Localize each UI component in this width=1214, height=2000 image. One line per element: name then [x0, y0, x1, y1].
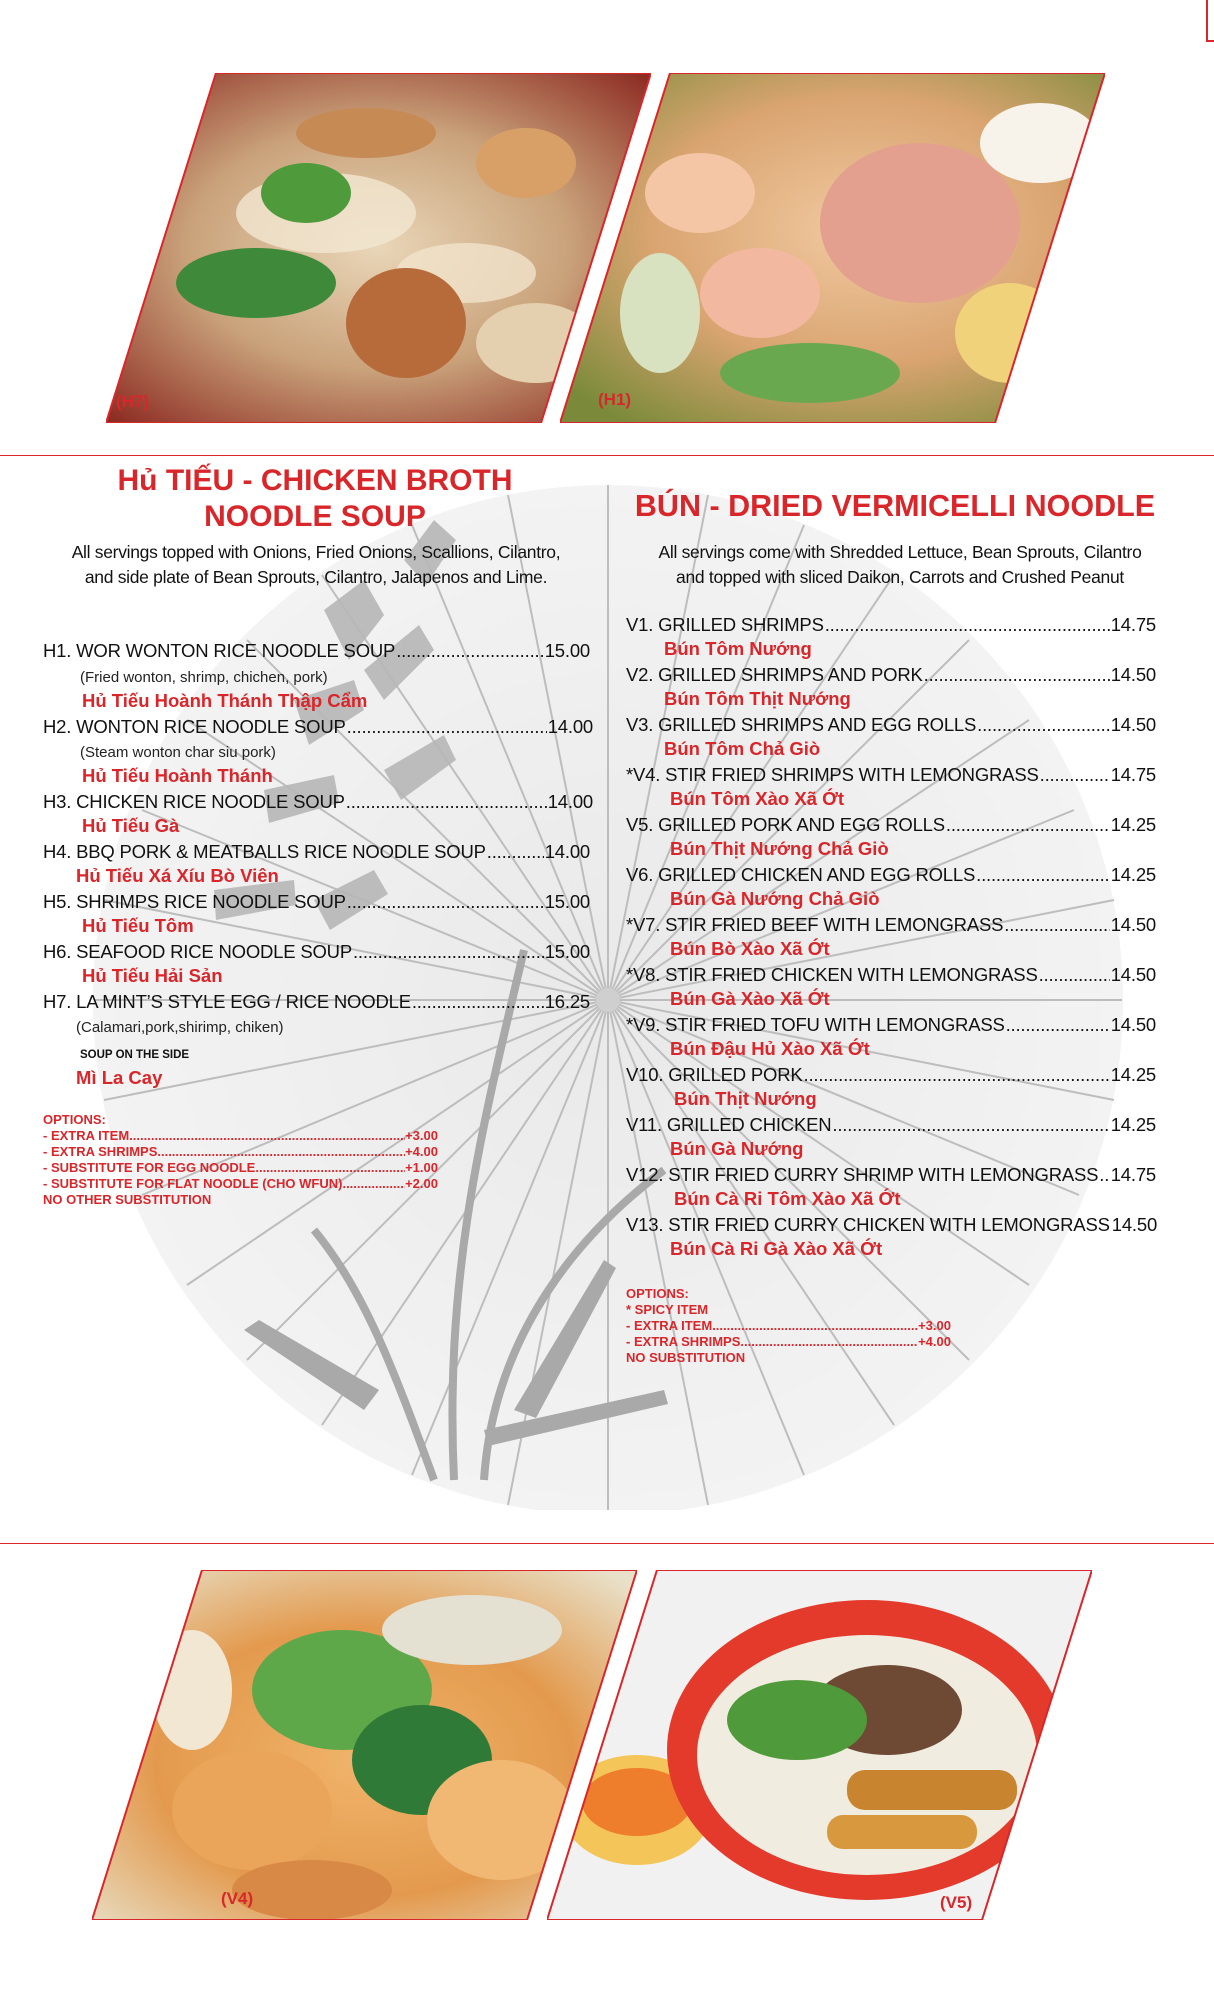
- option-price: +2.00: [405, 1176, 438, 1191]
- options-note: NO OTHER SUBSTITUTION: [43, 1192, 212, 1207]
- menu-item-v2: [626, 664, 1156, 686]
- item-price: 14.50: [1111, 1214, 1158, 1235]
- option-price: +3.00: [405, 1128, 438, 1143]
- photo-v5: [547, 1570, 1092, 1920]
- item-label: V13. STIR FRIED CURRY CHICKEN WITH LEMONGRASS: [626, 1214, 1110, 1235]
- menu-item-v12: [626, 1164, 1156, 1186]
- item-label: V2. GRILLED SHRIMPS AND PORK: [626, 664, 923, 685]
- item-label: H5. SHRIMPS RICE NOODLE SOUP: [43, 891, 346, 912]
- divider-bottom: [0, 1543, 1214, 1544]
- option-label: - SUBSTITUTE FOR FLAT NOODLE (CHO WFUN): [43, 1176, 343, 1191]
- item-price: 14.00: [547, 791, 593, 812]
- item-price: 14.50: [1110, 664, 1156, 685]
- options-star: * SPICY ITEM: [626, 1302, 709, 1317]
- menu-item-h4: [43, 841, 590, 863]
- menu-item-v9: [626, 1014, 1156, 1036]
- option-row: [626, 1334, 951, 1350]
- item-label: V3. GRILLED SHRIMPS AND EGG ROLLS: [626, 714, 977, 735]
- item-label: *V4. STIR FRIED SHRIMPS WITH LEMONGRASS: [626, 764, 1039, 785]
- menu-item-v1: [626, 614, 1156, 636]
- item-price: 15.00: [544, 640, 590, 661]
- menu-item-h7: [43, 991, 590, 1013]
- item-viet-h6: Hủ Tiếu Hải Sản: [82, 965, 223, 986]
- item-label: V1. GRILLED SHRIMPS: [626, 614, 824, 635]
- item-label: *V8. STIR FRIED CHICKEN WITH LEMONGRASS: [626, 964, 1038, 985]
- item-label: H2. WONTON RICE NOODLE SOUP: [43, 716, 346, 737]
- option-row: [43, 1160, 438, 1176]
- option-label: - SUBSTITUTE FOR EGG NOODLE: [43, 1160, 256, 1175]
- menu-item-v4: [626, 764, 1156, 786]
- option-label: - EXTRA ITEM: [43, 1128, 130, 1143]
- item-viet-v4: Bún Tôm Xào Xã Ớt: [670, 788, 845, 809]
- corner-mark: [1206, 0, 1214, 42]
- item-desc-h7: (Calamari,pork,shirimp, chiken): [76, 1019, 284, 1036]
- item-price: 14.75: [1110, 764, 1156, 785]
- photo-tag-h1: (H1): [598, 390, 632, 409]
- item-label: *V9. STIR FRIED TOFU WITH LEMONGRASS: [626, 1014, 1005, 1035]
- item-price: 14.50: [1110, 1014, 1156, 1035]
- item-label: H4. BBQ PORK & MEATBALLS RICE NOODLE SOUP: [43, 841, 486, 862]
- photo-tag-h7: (H7): [116, 392, 150, 411]
- item-price: 15.00: [544, 941, 590, 962]
- photo-tag-v5: (V5): [940, 1893, 973, 1912]
- options-title: OPTIONS:: [626, 1286, 689, 1301]
- option-label: - EXTRA SHRIMPS: [626, 1334, 741, 1349]
- hu-tieu-subtitle-line2: and side plate of Bean Sprouts, Cilantro, Jalapenos and Lime.: [84, 567, 548, 588]
- item-viet-v9: Bún Đậu Hủ Xào Xã Ớt: [670, 1038, 870, 1059]
- item-label: V11. GRILLED CHICKEN: [626, 1114, 832, 1135]
- photo-h1-image: [560, 73, 1105, 423]
- item-label: H6. SEAFOOD RICE NOODLE SOUP: [43, 941, 352, 962]
- photo-h1: [560, 73, 1105, 423]
- menu-item-v6: [626, 864, 1156, 886]
- item-viet-h4: Hủ Tiếu Xá Xíu Bò Viên: [76, 865, 279, 886]
- item-label: H7. LA MINT’S STYLE EGG / RICE NOODLE: [43, 991, 411, 1012]
- option-row: [626, 1318, 951, 1334]
- item-label: H1. WOR WONTON RICE NOODLE SOUP: [43, 640, 396, 661]
- menu-item-h1: [43, 640, 590, 662]
- item-label: V10. GRILLED PORK: [626, 1064, 803, 1085]
- item-viet-v7: Bún Bò Xào Xã Ớt: [670, 938, 830, 959]
- hu-tieu-subtitle: [20, 540, 612, 591]
- item-price: 14.25: [1110, 814, 1156, 835]
- hu-tieu-title-line2: NOODLE SOUP: [204, 500, 426, 533]
- item-viet-v5: Bún Thịt Nướng Chả Giò: [670, 838, 889, 859]
- options-note: NO SUBSTITUTION: [626, 1350, 746, 1365]
- bun-options: [626, 1286, 951, 1366]
- item-viet-h5: Hủ Tiếu Tôm: [82, 915, 194, 936]
- soup-on-side-tag: SOUP ON THE SIDE: [80, 1049, 190, 1061]
- item-viet-v10: Bún Thịt Nướng: [674, 1088, 817, 1109]
- hu-tieu-options: [43, 1112, 438, 1208]
- item-viet-v13: Bún Cà Ri Gà Xào Xã Ớt: [670, 1238, 883, 1259]
- options-title: OPTIONS:: [43, 1112, 106, 1127]
- item-viet-h1: Hủ Tiếu Hoành Thánh Thập Cẩm: [82, 690, 368, 711]
- bun-subtitle: [610, 540, 1190, 591]
- menu-item-h6: [43, 941, 590, 963]
- menu-item-v7: [626, 914, 1156, 936]
- option-price: +4.00: [405, 1144, 438, 1159]
- item-viet-v8: Bún Gà Xào Xã Ớt: [670, 988, 830, 1009]
- menu-item-v3: [626, 714, 1156, 736]
- menu-item-v13: [626, 1214, 1156, 1236]
- item-viet-h2: Hủ Tiếu Hoành Thánh: [82, 765, 273, 786]
- item-label: V6. GRILLED CHICKEN AND EGG ROLLS: [626, 864, 976, 885]
- option-label: - EXTRA SHRIMPS: [43, 1144, 158, 1159]
- item-price: 15.00: [544, 891, 590, 912]
- option-row: [43, 1144, 438, 1160]
- item-viet-h7: Mì La Cay: [76, 1067, 163, 1088]
- item-viet-h3: Hủ Tiếu Gà: [82, 815, 180, 836]
- menu-item-h3: [43, 791, 593, 813]
- item-price: 14.25: [1110, 1114, 1156, 1135]
- item-viet-v2: Bún Tôm Thịt Nướng: [664, 688, 851, 709]
- item-price: 14.25: [1110, 864, 1156, 885]
- bun-subtitle-line2: and topped with sliced Daikon, Carrots and Crushed Peanut: [676, 567, 1124, 588]
- option-price: +1.00: [405, 1160, 438, 1175]
- menu-item-v11: [626, 1114, 1156, 1136]
- hu-tieu-title-line1: Hủ TIẾU - CHICKEN BROTH: [117, 464, 513, 497]
- hu-tieu-title: [30, 463, 600, 535]
- item-price: 16.25: [544, 991, 590, 1012]
- menu-item-h2: [43, 716, 593, 738]
- item-price: 14.00: [547, 716, 593, 737]
- item-viet-v12: Bún Cà Ri Tôm Xào Xã Ớt: [674, 1188, 901, 1209]
- item-viet-v3: Bún Tôm Chả Giò: [664, 738, 821, 759]
- item-viet-v1: Bún Tôm Nướng: [664, 638, 812, 659]
- item-label: V12. STIR FRIED CURRY SHRIMP WITH LEMONGRASS: [626, 1164, 1099, 1185]
- menu-item-h5: [43, 891, 590, 913]
- item-price: 14.50: [1110, 964, 1156, 985]
- option-price: +4.00: [918, 1334, 951, 1349]
- item-label: V5. GRILLED PORK AND EGG ROLLS: [626, 814, 945, 835]
- item-price: 14.75: [1110, 1164, 1156, 1185]
- photo-tag-v4: (V4): [221, 1889, 254, 1908]
- item-viet-v11: Bún Gà Nướng: [670, 1138, 804, 1159]
- item-desc-h2: (Steam wonton char siu pork): [80, 744, 276, 761]
- option-row: [43, 1176, 438, 1192]
- item-price: 14.00: [544, 841, 590, 862]
- item-desc-h1: (Fried wonton, shrimp, chichen, pork): [80, 669, 328, 686]
- item-price: 14.75: [1110, 614, 1156, 635]
- item-price: 14.50: [1110, 714, 1156, 735]
- divider-top: [0, 455, 1214, 456]
- option-row: [43, 1128, 438, 1144]
- bun-subtitle-line1: All servings come with Shredded Lettuce, Bean Sprouts, Cilantro: [658, 542, 1142, 562]
- item-label: *V7. STIR FRIED BEEF WITH LEMONGRASS: [626, 914, 1004, 935]
- menu-item-v10: [626, 1064, 1156, 1086]
- option-price: +3.00: [918, 1318, 951, 1333]
- item-viet-v6: Bún Gà Nướng Chả Giò: [670, 888, 880, 909]
- menu-item-v8: [626, 964, 1156, 986]
- menu-item-v5: [626, 814, 1156, 836]
- item-label: H3. CHICKEN RICE NOODLE SOUP: [43, 791, 345, 812]
- bun-title: BÚN - DRIED VERMICELLI NOODLE: [634, 489, 1156, 523]
- item-price: 14.25: [1110, 1064, 1156, 1085]
- photo-v5-image: [547, 1570, 1092, 1920]
- item-price: 14.50: [1110, 914, 1156, 935]
- option-label: - EXTRA ITEM: [626, 1318, 713, 1333]
- hu-tieu-subtitle-line1: All servings topped with Onions, Fried Onions, Scallions, Cilantro,: [71, 542, 561, 562]
